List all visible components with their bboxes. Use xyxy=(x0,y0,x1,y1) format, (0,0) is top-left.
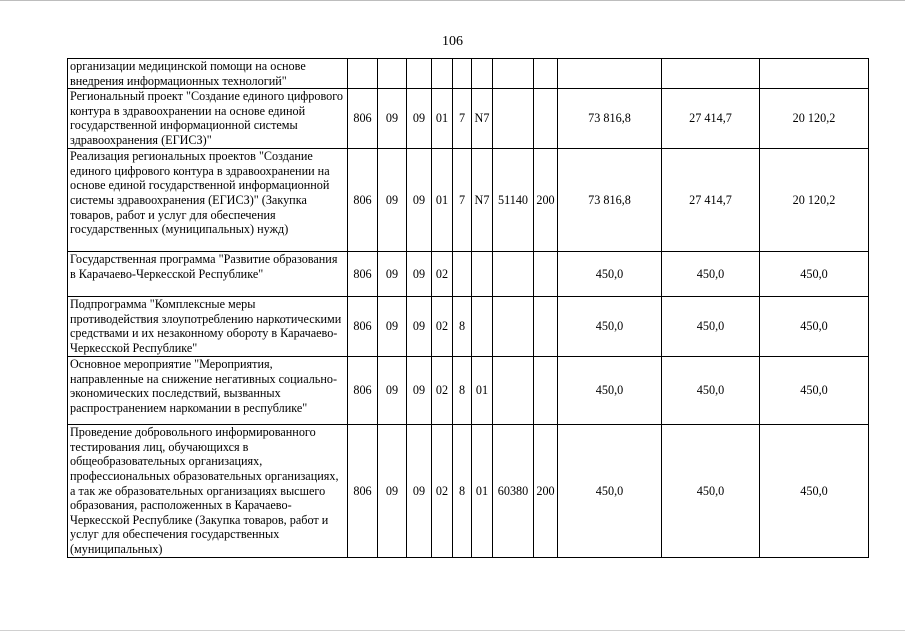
program-cell: 01 xyxy=(432,149,453,252)
subsection-cell: 09 xyxy=(407,149,432,252)
table-row xyxy=(68,59,869,89)
program-cell: 02 xyxy=(432,425,453,557)
expense-type-cell: 200 xyxy=(534,425,558,557)
expense-type-cell xyxy=(534,59,558,89)
main-event-cell xyxy=(472,59,493,89)
program-cell: 02 xyxy=(432,252,453,297)
subsection-cell: 09 xyxy=(407,89,432,149)
section-cell: 09 xyxy=(378,149,407,252)
amount-year1-cell: 450,0 xyxy=(558,425,662,557)
amount-year3-cell: 20 120,2 xyxy=(760,149,869,252)
subsection-cell: 09 xyxy=(407,297,432,357)
program-cell: 01 xyxy=(432,89,453,149)
name-cell: организации медицинской помощи на основе внедрения информационных технологий" xyxy=(68,59,348,89)
amount-year3-cell xyxy=(760,59,869,89)
main-event-cell xyxy=(472,297,493,357)
expense-direction-cell xyxy=(493,297,534,357)
amount-year2-cell: 450,0 xyxy=(662,297,760,357)
section-cell: 09 xyxy=(378,297,407,357)
subprogram-cell: 7 xyxy=(453,149,472,252)
budget-table xyxy=(67,58,869,558)
amount-year1-cell xyxy=(558,59,662,89)
amount-year3-cell: 20 120,2 xyxy=(760,89,869,149)
amount-year2-cell: 27 414,7 xyxy=(662,149,760,252)
subsection-cell: 09 xyxy=(407,357,432,425)
table-row xyxy=(68,252,869,297)
section-cell: 09 xyxy=(378,252,407,297)
amount-year2-cell: 450,0 xyxy=(662,357,760,425)
table-row xyxy=(68,297,869,357)
name-cell: Проведение добровольного информированного тестирования лиц, обучающихся в общеобразовательных организациях, профессиональных образовательных организациях, а так же образовательных организациях высшего образования, расположенных в Карачаево-Черкесской Республике (Закупка товаров, работ и услуг для обеспечения государственных (муниципальных) xyxy=(68,425,348,557)
subsection-cell: 09 xyxy=(407,425,432,557)
main-event-cell: 01 xyxy=(472,357,493,425)
amount-year2-cell: 27 414,7 xyxy=(662,89,760,149)
section-cell: 09 xyxy=(378,89,407,149)
section-cell xyxy=(378,59,407,89)
scan-top-edge xyxy=(0,0,905,1)
table-row xyxy=(68,425,869,557)
amount-year3-cell: 450,0 xyxy=(760,252,869,297)
amount-year2-cell: 450,0 xyxy=(662,425,760,557)
name-cell: Подпрограмма "Комплексные меры противодействия злоупотреблению наркотическими средствами и их незаконному обороту в Карачаево-Черкесской Республике" xyxy=(68,297,348,357)
grbs-cell: 806 xyxy=(348,357,378,425)
expense-direction-cell xyxy=(493,89,534,149)
page-number: 106 xyxy=(442,34,463,49)
expense-direction-cell: 51140 xyxy=(493,149,534,252)
expense-direction-cell xyxy=(493,59,534,89)
name-cell: Региональный проект "Создание единого цифрового контура в здравоохранении на основе единой государственной информационной системы здравоохранения (ЕГИСЗ)" xyxy=(68,89,348,149)
subprogram-cell: 7 xyxy=(453,89,472,149)
subsection-cell xyxy=(407,59,432,89)
table-row xyxy=(68,89,869,149)
expense-direction-cell xyxy=(493,252,534,297)
section-cell: 09 xyxy=(378,425,407,557)
name-cell: Основное мероприятие "Мероприятия, направленные на снижение негативных социально-экономических последствий, вызванных распространением наркомании в республике" xyxy=(68,357,348,425)
expense-direction-cell xyxy=(493,357,534,425)
table-body xyxy=(68,59,869,558)
amount-year2-cell xyxy=(662,59,760,89)
amount-year1-cell: 450,0 xyxy=(558,252,662,297)
name-cell: Государственная программа "Развитие образования в Карачаево-Черкесской Республике" xyxy=(68,252,348,297)
amount-year1-cell: 73 816,8 xyxy=(558,89,662,149)
amount-year3-cell: 450,0 xyxy=(760,297,869,357)
grbs-cell: 806 xyxy=(348,297,378,357)
subsection-cell: 09 xyxy=(407,252,432,297)
subprogram-cell: 8 xyxy=(453,297,472,357)
program-cell: 02 xyxy=(432,297,453,357)
program-cell xyxy=(432,59,453,89)
subprogram-cell xyxy=(453,252,472,297)
grbs-cell: 806 xyxy=(348,425,378,557)
main-event-cell: 01 xyxy=(472,425,493,557)
amount-year1-cell: 73 816,8 xyxy=(558,149,662,252)
amount-year2-cell: 450,0 xyxy=(662,252,760,297)
expense-type-cell: 200 xyxy=(534,149,558,252)
amount-year1-cell: 450,0 xyxy=(558,357,662,425)
table-row xyxy=(68,357,869,425)
subprogram-cell: 8 xyxy=(453,425,472,557)
program-cell: 02 xyxy=(432,357,453,425)
section-cell: 09 xyxy=(378,357,407,425)
grbs-cell: 806 xyxy=(348,89,378,149)
main-event-cell xyxy=(472,252,493,297)
name-cell: Реализация региональных проектов "Создание единого цифрового контура в здравоохранении на основе единой государственной информационной системы здравоохранения (ЕГИСЗ)" (Закупка товаров, работ и услуг для обеспечения государственных (муниципальных) нужд) xyxy=(68,149,348,252)
main-event-cell: N7 xyxy=(472,89,493,149)
expense-type-cell xyxy=(534,89,558,149)
table-row xyxy=(68,149,869,252)
scan-bottom-edge xyxy=(0,630,905,631)
grbs-cell: 806 xyxy=(348,149,378,252)
expense-type-cell xyxy=(534,297,558,357)
expense-type-cell xyxy=(534,252,558,297)
amount-year3-cell: 450,0 xyxy=(760,357,869,425)
expense-type-cell xyxy=(534,357,558,425)
expense-direction-cell: 60380 xyxy=(493,425,534,557)
main-event-cell: N7 xyxy=(472,149,493,252)
amount-year3-cell: 450,0 xyxy=(760,425,869,557)
grbs-cell xyxy=(348,59,378,89)
subprogram-cell xyxy=(453,59,472,89)
amount-year1-cell: 450,0 xyxy=(558,297,662,357)
subprogram-cell: 8 xyxy=(453,357,472,425)
grbs-cell: 806 xyxy=(348,252,378,297)
